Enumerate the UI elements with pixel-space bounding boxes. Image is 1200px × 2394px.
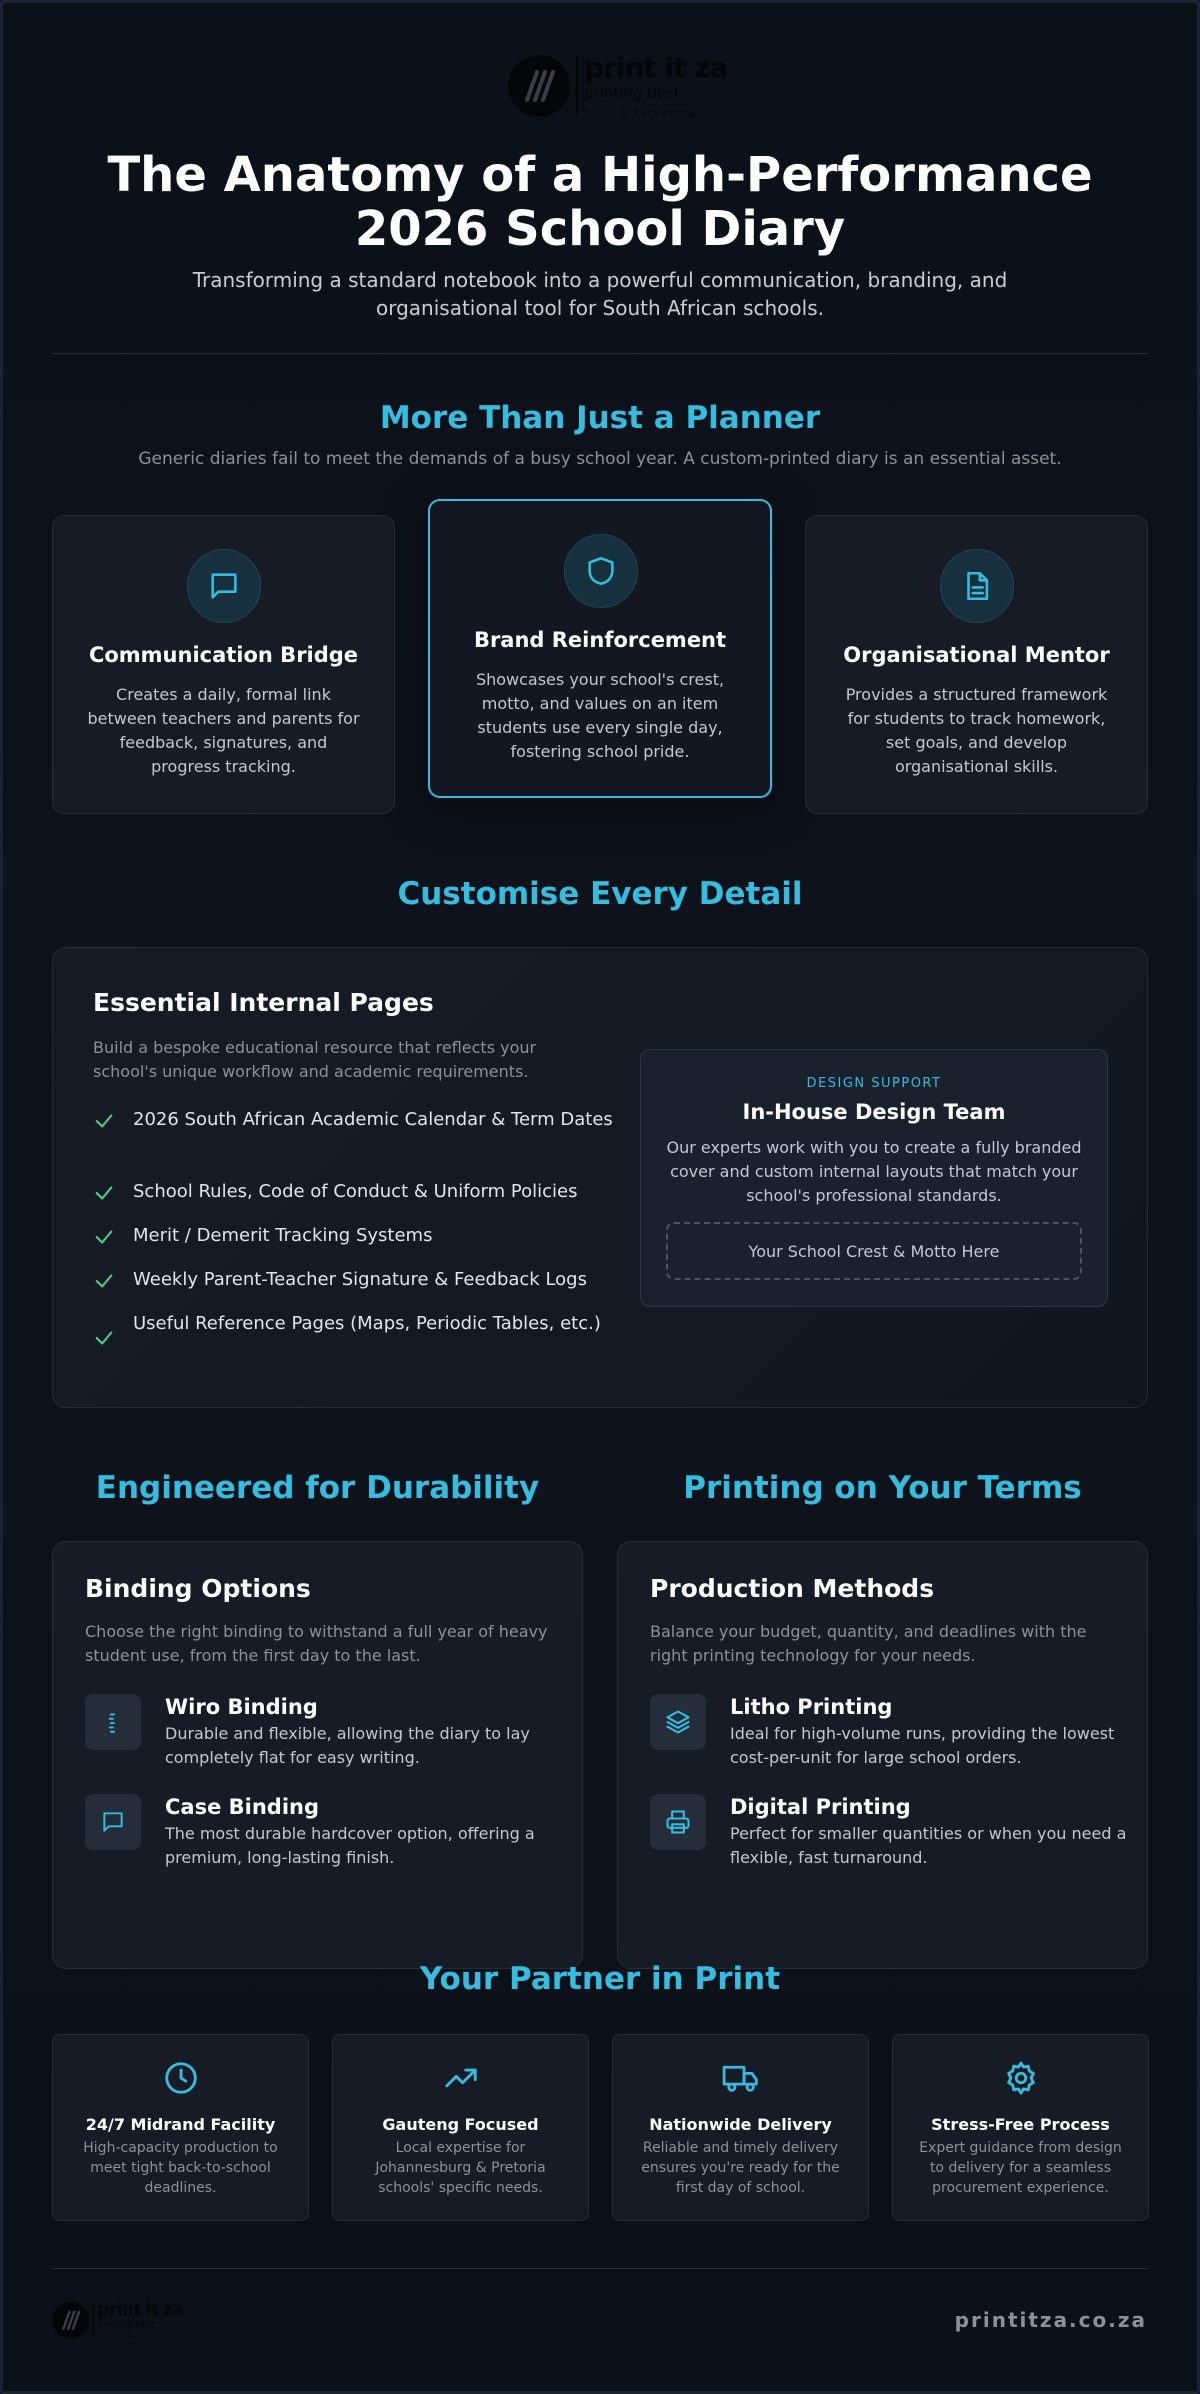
internal-pages-title: Essential Internal Pages [93, 988, 434, 1017]
document-icon [940, 549, 1014, 623]
logo-mark [508, 55, 570, 117]
feature-case-binding [85, 1794, 562, 1870]
planner-card-communication [52, 515, 395, 814]
logo-name: print it za [97, 2299, 184, 2319]
list-item: School Rules, Code of Conduct & Uniform Policies [93, 1178, 613, 1208]
logo-tagline: printing best. [97, 2319, 158, 2330]
card-text: Showcases your school's crest, motto, and values on an item students use every single day, fostering school pride. [475, 670, 725, 761]
wiro-icon [85, 1694, 141, 1750]
page-title: The Anatomy of a High-Performance 2026 School Diary [107, 147, 1093, 257]
planner-title: More Than Just a Planner [379, 400, 821, 436]
customise-title: Customise Every Detail [397, 876, 803, 912]
production-methods-title: Production Methods [650, 1574, 935, 1603]
check-icon [93, 1222, 133, 1252]
feature-wiro-binding [85, 1694, 562, 1770]
partner-card-process [892, 2034, 1149, 2221]
internal-pages-card [52, 947, 1148, 1408]
chat-icon [187, 549, 261, 623]
trending-up-icon [333, 2059, 588, 2097]
durability-title: Engineered for Durability [95, 1470, 540, 1506]
logo-sub: Print & Packaging [97, 2333, 166, 2340]
book-icon [85, 1794, 141, 1850]
footer-logo[interactable] [52, 2301, 184, 2339]
partner-title: Your Partner in Print [419, 1961, 781, 1997]
list-item: 2026 South African Academic Calendar & Term Dates [93, 1106, 613, 1136]
design-support-box [640, 1049, 1108, 1307]
planner-subtitle: Generic diaries fail to meet the demands of a busy school year. A custom-printed diary is an essential asset. [138, 449, 1062, 469]
feature-text: The most durable hardcover option, offering a premium, long-lasting finish. [165, 1824, 535, 1867]
logo-name: print it za [584, 51, 728, 84]
logo-mark [52, 2302, 89, 2339]
feature-litho-printing [650, 1694, 1127, 1770]
printer-icon [650, 1794, 706, 1850]
card-title: Organisational Mentor [843, 643, 1110, 667]
planner-card-brand [428, 499, 772, 798]
partner-card-text: Expert guidance from design to delivery for a seamless procurement experience. [919, 2140, 1122, 2196]
partner-card-text: Reliable and timely delivery ensures you're ready for the first day of school. [641, 2140, 840, 2196]
binding-options-card [52, 1541, 583, 1969]
partner-card-title: Stress-Free Process [931, 2115, 1110, 2134]
card-text: Provides a structured framework for students to track homework, set goals, and develop organisational skills. [845, 685, 1108, 776]
binding-options-desc: Choose the right binding to withstand a full year of heavy student use, from the first day to the last. [85, 1622, 548, 1665]
partner-card-title: Gauteng Focused [382, 2115, 539, 2134]
feature-title: Digital Printing [730, 1795, 911, 1819]
feature-title: Litho Printing [730, 1695, 893, 1719]
feature-text: Perfect for smaller quantities or when you need a flexible, fast turnaround. [730, 1824, 1127, 1867]
layers-icon [650, 1694, 706, 1750]
card-title: Brand Reinforcement [473, 628, 727, 652]
footer-divider [52, 2268, 1148, 2269]
card-text: Creates a daily, formal link between teachers and parents for feedback, signatures, and progress tracking. [87, 685, 360, 776]
feature-digital-printing [650, 1794, 1127, 1870]
page-subtitle: Transforming a standard notebook into a powerful communication, branding, and organisational tool for South African schools. [192, 268, 1008, 320]
footer-website-link[interactable]: printitza.co.za [954, 2308, 1147, 2332]
feature-title: Wiro Binding [165, 1695, 318, 1719]
internal-pages-desc: Build a bespoke educational resource that reflects your school's unique workflow and academic requirements. [93, 1038, 537, 1081]
partner-card-midrand [52, 2034, 309, 2221]
list-item: Weekly Parent-Teacher Signature & Feedback Logs [93, 1266, 613, 1296]
card-title: Communication Bridge [88, 643, 359, 667]
partner-card-delivery [612, 2034, 869, 2221]
logo-tagline: printing best. [584, 84, 685, 102]
check-icon [93, 1310, 133, 1353]
design-support-tag: DESIGN SUPPORT [806, 1076, 942, 1091]
gear-icon [893, 2059, 1148, 2097]
header-divider [52, 353, 1148, 354]
shield-icon [564, 534, 638, 608]
feature-text: Ideal for high-volume runs, providing the lowest cost-per-unit for large school orders. [730, 1724, 1115, 1767]
binding-options-title: Binding Options [85, 1574, 311, 1603]
list-item: Merit / Demerit Tracking Systems [93, 1222, 613, 1252]
design-support-title: In-House Design Team [742, 1100, 1006, 1124]
partner-card-text: High-capacity production to meet tight back-to-school deadlines. [83, 2140, 278, 2196]
logo-sub: Print & Packaging [584, 108, 698, 118]
feature-text: Durable and flexible, allowing the diary to lay completely flat for easy writing. [165, 1724, 530, 1767]
check-icon [93, 1266, 133, 1296]
planner-card-organisational [805, 515, 1148, 814]
feature-title: Case Binding [165, 1795, 320, 1819]
list-item: Useful Reference Pages (Maps, Periodic Tables, etc.) [93, 1310, 613, 1353]
terms-title: Printing on Your Terms [683, 1470, 1082, 1506]
check-icon [93, 1106, 133, 1136]
truck-icon [613, 2059, 868, 2097]
partner-card-title: 24/7 Midrand Facility [85, 2115, 276, 2134]
production-methods-card [617, 1541, 1148, 1969]
clock-icon [53, 2059, 308, 2097]
partner-card-title: Nationwide Delivery [649, 2115, 832, 2134]
partner-card-gauteng [332, 2034, 589, 2221]
production-methods-desc: Balance your budget, quantity, and deadlines with the right printing technology for your needs. [650, 1622, 1087, 1665]
check-icon [93, 1178, 133, 1208]
design-support-text: Our experts work with you to create a fully branded cover and custom internal layouts that match your school's professional standards. [666, 1138, 1082, 1205]
brand-logo[interactable] [508, 51, 728, 118]
partner-card-text: Local expertise for Johannesburg & Pretoria schools' specific needs. [375, 2140, 546, 2196]
crest-placeholder: Your School Crest & Motto Here [666, 1222, 1082, 1280]
